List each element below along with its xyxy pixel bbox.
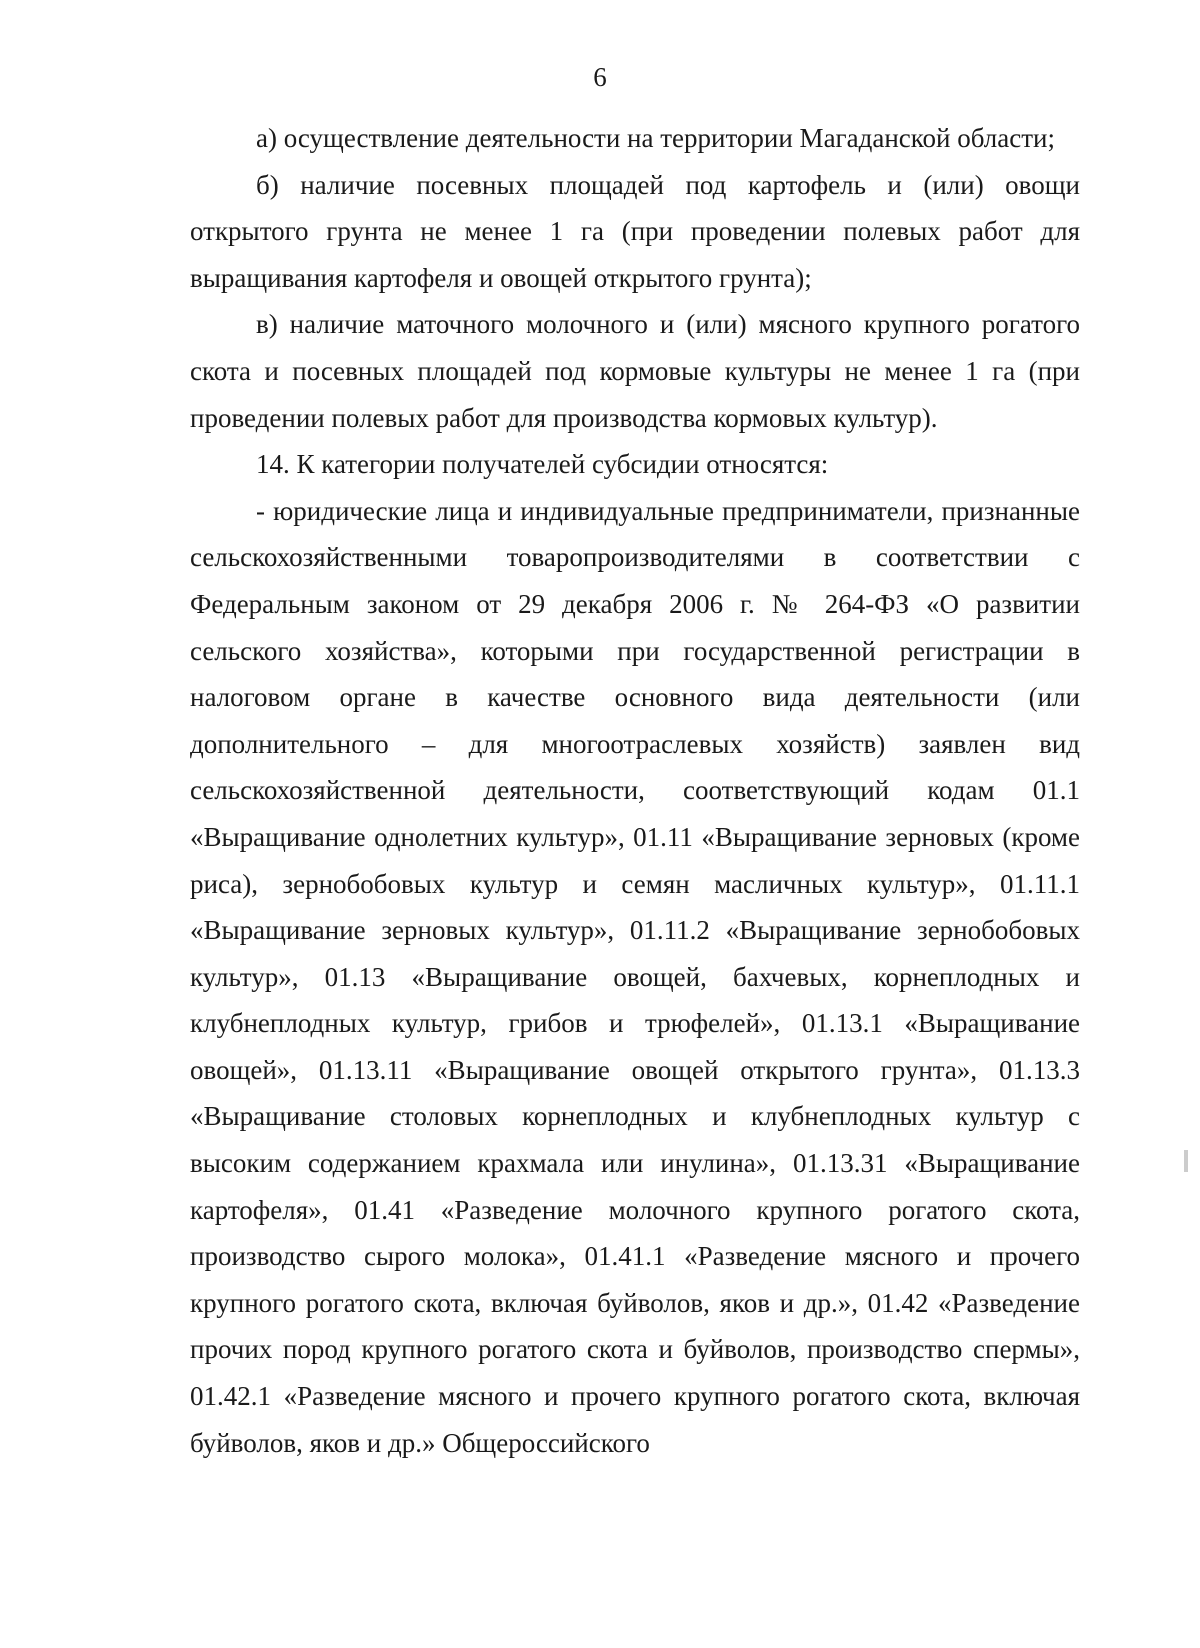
paragraph-recipients-list: - юридические лица и индивидуальные предприниматели, признанные сельскохозяйственными товаропроизводителями в соответствии с Федеральным законом от 29 декабря 2006 г. № 264-ФЗ «О развитии сельского хозяйства», которыми при государственной регистрации в налоговом органе в качестве основного вида деятельности (или дополнительного – для многоотраслевых хозяйств) заявлен вид сельскохозяйственной деятельности, соответствующий кодам 01.1 «Выращивание однолетних культур», 01.11 «Выращивание зерновых (кроме риса), зернобобовых культур и семян масличных культур», 01.11.1 «Выращивание зерновых культур», 01.11.2 «Выращивание зернобобовых культур», 01.13 «Выращивание овощей, бахчевых, корнеплодных и клубнеплодных культур, грибов и трюфелей», 01.13.1 «Выращивание овощей», 01.13.11 «Выращивание овощей открытого грунта», 01.13.3 «Выращивание столовых корнеплодных и клубнеплодных культур с высоким содержанием крахмала или инулина», 01.13.31 «Выращивание картофеля», 01.41 «Разведение молочного крупного рогатого скота, производство сырого молока», 01.41.1 «Разведение мясного и прочего крупного рогатого скота, включая буйволов, яков и др.», 01.42 «Разведение прочих пород крупного рогатого скота и буйволов, производство спермы», 01.42.1 «Разведение мясного и прочего крупного рогатого скота, включая буйволов, яков и др.» Общероссийского	[190, 495, 1080, 1458]
page-number: 6	[593, 62, 607, 92]
paragraph-item-b: б) наличие посевных площадей под картофель и (или) овощи открытого грунта не менее 1 га (при проведении полевых работ для выращивания картофеля и овощей открытого грунта);	[190, 169, 1080, 293]
paragraph-item-v: в) наличие маточного молочного и (или) мясного крупного рогатого скота и посевных площадей под кормовые культуры не менее 1 га (при проведении полевых работ для производства кормовых культур).	[190, 309, 1080, 433]
paragraph-item-a: а) осуществление деятельности на территории Магаданской области;	[256, 123, 1055, 153]
document-body	[190, 115, 1080, 1466]
scan-edge-mark	[1184, 1150, 1188, 1172]
paragraph-section-14: 14. К категории получателей субсидии относятся:	[256, 449, 829, 480]
